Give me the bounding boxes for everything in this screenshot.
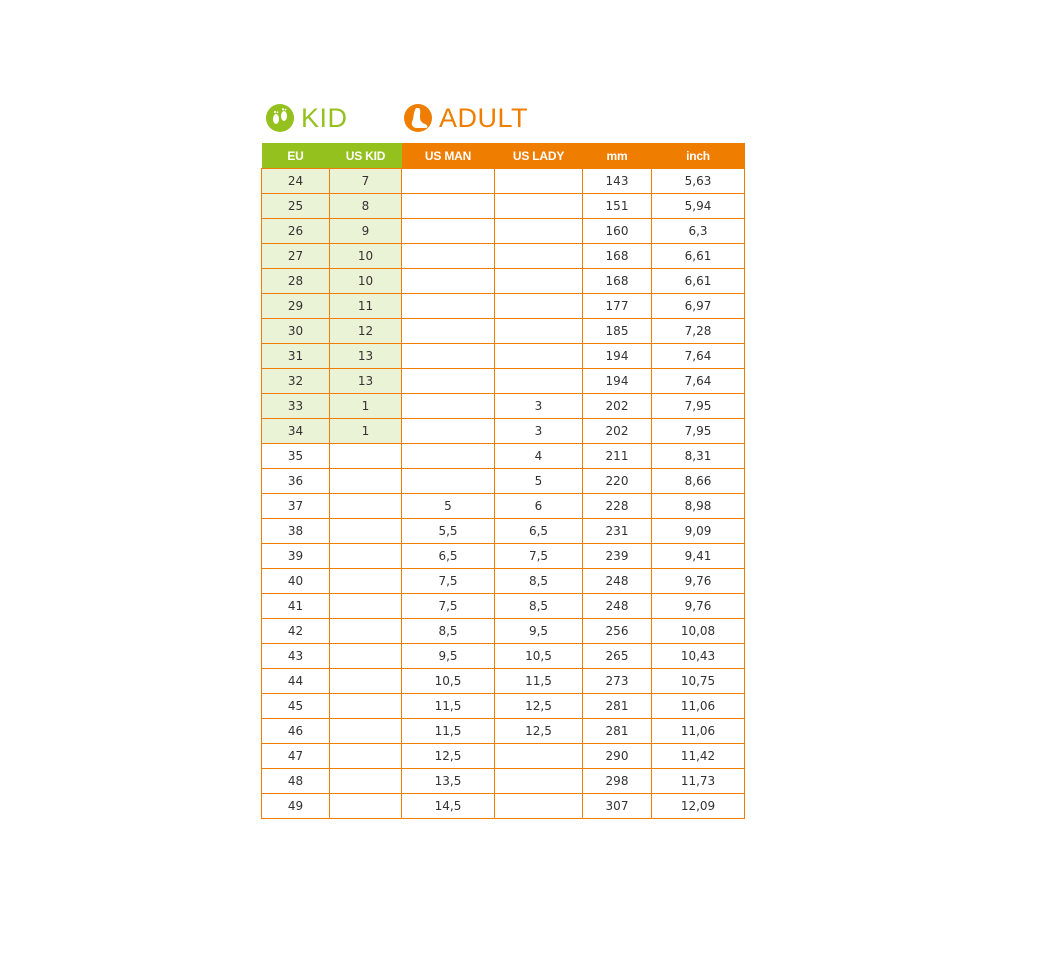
table-row (262, 669, 745, 694)
cell-us-lady (495, 319, 583, 344)
cell-inch: 7,28 (652, 319, 745, 344)
cell-inch: 11,06 (652, 694, 745, 719)
cell-us-kid (330, 519, 402, 544)
cell-us-lady: 8,5 (495, 594, 583, 619)
cell-us-kid (330, 794, 402, 819)
cell-us-man (402, 169, 495, 194)
cell-us-lady (495, 794, 583, 819)
cell-eu: 33 (262, 394, 330, 419)
table-row (262, 244, 745, 269)
cell-us-man: 11,5 (402, 719, 495, 744)
table-row (262, 269, 745, 294)
cell-us-kid (330, 444, 402, 469)
cell-us-lady (495, 369, 583, 394)
cell-mm: 290 (583, 744, 652, 769)
table-row (262, 194, 745, 219)
cell-us-man: 9,5 (402, 644, 495, 669)
cell-inch: 5,63 (652, 169, 745, 194)
table-row (262, 219, 745, 244)
cell-us-kid (330, 744, 402, 769)
cell-eu: 25 (262, 194, 330, 219)
table-row (262, 344, 745, 369)
cell-us-kid (330, 544, 402, 569)
table-row (262, 619, 745, 644)
adult-label: ADULT (439, 102, 529, 133)
cell-inch: 9,76 (652, 594, 745, 619)
cell-mm: 168 (583, 244, 652, 269)
cell-us-kid (330, 469, 402, 494)
cell-eu: 47 (262, 744, 330, 769)
cell-us-kid (330, 769, 402, 794)
cell-us-lady: 9,5 (495, 619, 583, 644)
cell-eu: 26 (262, 219, 330, 244)
cell-eu: 46 (262, 719, 330, 744)
cell-inch: 8,66 (652, 469, 745, 494)
cell-eu: 24 (262, 169, 330, 194)
cell-us-man (402, 419, 495, 444)
cell-eu: 31 (262, 344, 330, 369)
cell-us-man: 14,5 (402, 794, 495, 819)
cell-mm: 177 (583, 294, 652, 319)
cell-mm: 220 (583, 469, 652, 494)
cell-us-man (402, 394, 495, 419)
table-row (262, 794, 745, 819)
cell-mm: 239 (583, 544, 652, 569)
cell-us-lady: 6 (495, 494, 583, 519)
cell-us-lady: 5 (495, 469, 583, 494)
cell-eu: 32 (262, 369, 330, 394)
cell-inch: 11,06 (652, 719, 745, 744)
cell-eu: 37 (262, 494, 330, 519)
cell-eu: 34 (262, 419, 330, 444)
cell-us-man (402, 319, 495, 344)
cell-us-kid: 13 (330, 344, 402, 369)
cell-eu: 38 (262, 519, 330, 544)
cell-mm: 160 (583, 219, 652, 244)
cell-mm: 211 (583, 444, 652, 469)
cell-us-lady: 3 (495, 394, 583, 419)
cell-inch: 11,73 (652, 769, 745, 794)
cell-us-kid (330, 669, 402, 694)
cell-us-kid (330, 594, 402, 619)
footprints-icon (266, 104, 294, 132)
table-row (262, 519, 745, 544)
cell-mm: 298 (583, 769, 652, 794)
cell-us-man: 10,5 (402, 669, 495, 694)
cell-us-man (402, 269, 495, 294)
cell-us-kid: 13 (330, 369, 402, 394)
cell-us-kid (330, 494, 402, 519)
cell-eu: 42 (262, 619, 330, 644)
cell-eu: 30 (262, 319, 330, 344)
table-row (262, 319, 745, 344)
cell-us-kid: 1 (330, 394, 402, 419)
cell-us-man (402, 294, 495, 319)
table-row (262, 444, 745, 469)
table-row (262, 544, 745, 569)
cell-inch: 5,94 (652, 194, 745, 219)
header-mm: mm (583, 143, 652, 169)
cell-eu: 27 (262, 244, 330, 269)
cell-us-kid: 8 (330, 194, 402, 219)
cell-mm: 185 (583, 319, 652, 344)
cell-inch: 10,08 (652, 619, 745, 644)
cell-us-lady: 12,5 (495, 719, 583, 744)
size-chart-table (261, 143, 745, 819)
cell-eu: 40 (262, 569, 330, 594)
table-row (262, 369, 745, 394)
cell-inch: 7,95 (652, 394, 745, 419)
table-header-row (262, 143, 745, 169)
cell-us-man: 7,5 (402, 569, 495, 594)
cell-us-man: 12,5 (402, 744, 495, 769)
cell-eu: 43 (262, 644, 330, 669)
cell-us-man: 11,5 (402, 694, 495, 719)
cell-us-kid (330, 644, 402, 669)
cell-mm: 273 (583, 669, 652, 694)
cell-us-man (402, 219, 495, 244)
cell-us-man (402, 344, 495, 369)
cell-us-kid (330, 569, 402, 594)
cell-us-lady (495, 769, 583, 794)
cell-mm: 281 (583, 719, 652, 744)
table-row (262, 769, 745, 794)
table-row (262, 169, 745, 194)
cell-us-lady (495, 219, 583, 244)
cell-inch: 6,61 (652, 244, 745, 269)
cell-eu: 36 (262, 469, 330, 494)
cell-mm: 168 (583, 269, 652, 294)
cell-us-lady: 6,5 (495, 519, 583, 544)
cell-mm: 281 (583, 694, 652, 719)
cell-us-kid: 7 (330, 169, 402, 194)
cell-eu: 48 (262, 769, 330, 794)
cell-inch: 10,43 (652, 644, 745, 669)
cell-eu: 44 (262, 669, 330, 694)
cell-us-lady: 10,5 (495, 644, 583, 669)
cell-us-man: 5 (402, 494, 495, 519)
cell-inch: 8,31 (652, 444, 745, 469)
cell-us-lady: 7,5 (495, 544, 583, 569)
table-row (262, 744, 745, 769)
cell-us-man (402, 244, 495, 269)
cell-mm: 248 (583, 594, 652, 619)
table-row (262, 719, 745, 744)
cell-us-man: 13,5 (402, 769, 495, 794)
cell-inch: 9,76 (652, 569, 745, 594)
cell-inch: 7,64 (652, 369, 745, 394)
cell-us-lady (495, 344, 583, 369)
cell-mm: 194 (583, 369, 652, 394)
table-row (262, 594, 745, 619)
cell-us-lady: 4 (495, 444, 583, 469)
table-row (262, 694, 745, 719)
cell-inch: 7,64 (652, 344, 745, 369)
cell-eu: 49 (262, 794, 330, 819)
cell-mm: 143 (583, 169, 652, 194)
cell-inch: 9,09 (652, 519, 745, 544)
table-row (262, 469, 745, 494)
cell-us-man (402, 194, 495, 219)
header-us-kid: US KID (330, 143, 402, 169)
cell-inch: 6,97 (652, 294, 745, 319)
cell-eu: 41 (262, 594, 330, 619)
table-row (262, 394, 745, 419)
cell-eu: 35 (262, 444, 330, 469)
cell-eu: 45 (262, 694, 330, 719)
cell-inch: 6,61 (652, 269, 745, 294)
cell-inch: 6,3 (652, 219, 745, 244)
cell-us-man: 5,5 (402, 519, 495, 544)
cell-us-man: 8,5 (402, 619, 495, 644)
cell-us-kid (330, 694, 402, 719)
cell-mm: 231 (583, 519, 652, 544)
cell-us-lady (495, 244, 583, 269)
cell-mm: 248 (583, 569, 652, 594)
cell-us-kid: 10 (330, 269, 402, 294)
cell-inch: 8,98 (652, 494, 745, 519)
cell-us-man (402, 369, 495, 394)
cell-us-kid (330, 619, 402, 644)
cell-inch: 12,09 (652, 794, 745, 819)
cell-inch: 9,41 (652, 544, 745, 569)
cell-us-kid: 10 (330, 244, 402, 269)
cell-mm: 265 (583, 644, 652, 669)
adult-legend (404, 100, 528, 136)
kid-label: KID (301, 102, 348, 133)
cell-mm: 202 (583, 419, 652, 444)
table-row (262, 494, 745, 519)
cell-us-kid: 11 (330, 294, 402, 319)
cell-mm: 307 (583, 794, 652, 819)
cell-inch: 11,42 (652, 744, 745, 769)
cell-us-kid: 1 (330, 419, 402, 444)
cell-mm: 202 (583, 394, 652, 419)
cell-us-lady: 8,5 (495, 569, 583, 594)
header-inch: inch (652, 143, 745, 169)
cell-us-lady: 11,5 (495, 669, 583, 694)
cell-us-lady (495, 744, 583, 769)
header-eu: EU (262, 143, 330, 169)
kid-legend (266, 100, 348, 136)
cell-mm: 194 (583, 344, 652, 369)
cell-us-kid (330, 719, 402, 744)
cell-mm: 256 (583, 619, 652, 644)
cell-inch: 7,95 (652, 419, 745, 444)
cell-us-kid: 9 (330, 219, 402, 244)
cell-us-man (402, 469, 495, 494)
cell-us-lady: 12,5 (495, 694, 583, 719)
cell-us-lady: 3 (495, 419, 583, 444)
cell-us-man: 7,5 (402, 594, 495, 619)
cell-us-lady (495, 169, 583, 194)
foot-profile-icon (404, 104, 432, 132)
cell-us-man (402, 444, 495, 469)
cell-us-lady (495, 269, 583, 294)
table-row (262, 419, 745, 444)
cell-inch: 10,75 (652, 669, 745, 694)
cell-eu: 28 (262, 269, 330, 294)
cell-eu: 29 (262, 294, 330, 319)
cell-us-kid: 12 (330, 319, 402, 344)
header-us-lady: US LADY (495, 143, 583, 169)
cell-us-man: 6,5 (402, 544, 495, 569)
cell-mm: 151 (583, 194, 652, 219)
table-row (262, 569, 745, 594)
table-row (262, 294, 745, 319)
cell-mm: 228 (583, 494, 652, 519)
cell-us-lady (495, 294, 583, 319)
table-row (262, 644, 745, 669)
header-us-man: US MAN (402, 143, 495, 169)
cell-us-lady (495, 194, 583, 219)
cell-eu: 39 (262, 544, 330, 569)
